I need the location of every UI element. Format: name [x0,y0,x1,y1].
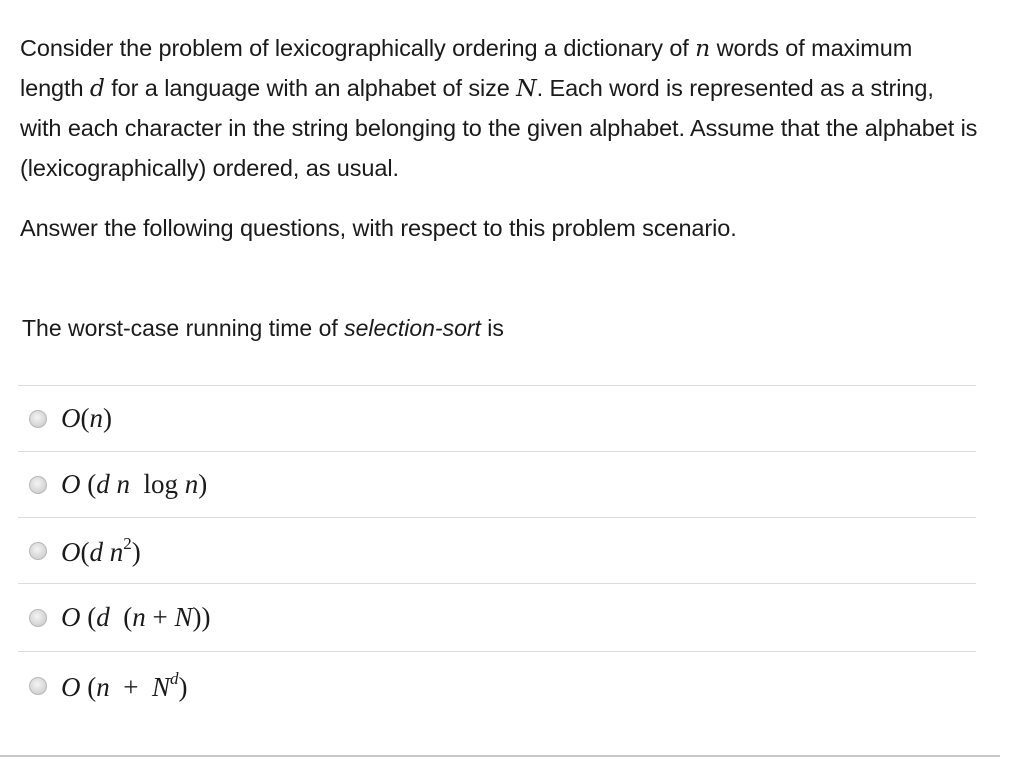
var-d: d [89,74,105,102]
var-n: n [695,34,711,62]
question-prompt: The worst-case running time of selection-sort is [22,315,504,341]
answer-option-2[interactable] [18,452,976,518]
bottom-divider [0,755,1000,757]
option-label: O (d (n + N)) [61,602,211,632]
answer-option-5[interactable] [18,652,976,720]
radio-button[interactable] [29,476,47,494]
intro-instruction: Answer the following questions, with respect to this problem scenario. [20,215,737,241]
radio-button[interactable] [29,677,47,695]
radio-button[interactable] [29,410,47,428]
option-label: O (d n log n) [61,469,208,499]
radio-button[interactable] [29,609,47,627]
option-label: O(n) [61,403,112,433]
option-label: O(d $n^2$) [61,533,141,567]
var-N: N [516,74,537,102]
answer-option-1[interactable] [18,386,976,452]
answer-option-4[interactable] [18,584,976,652]
option-label: O $(n + N^d)$ [61,669,188,702]
radio-button[interactable] [29,542,47,560]
question-intro [20,28,980,248]
answer-option-3[interactable] [18,518,976,584]
question-emphasis: selection-sort [344,315,481,341]
answer-options [18,385,976,720]
intro-paragraph: Consider the problem of lexicographically ordering a dictionary of n words of maximum length d for a language with an alphabet of size N. Each word is represented as a string, with each character in the string belonging to the given alphabet. Assume that the alphabet is (lexicographically) ordered, as usual. [20,34,978,181]
